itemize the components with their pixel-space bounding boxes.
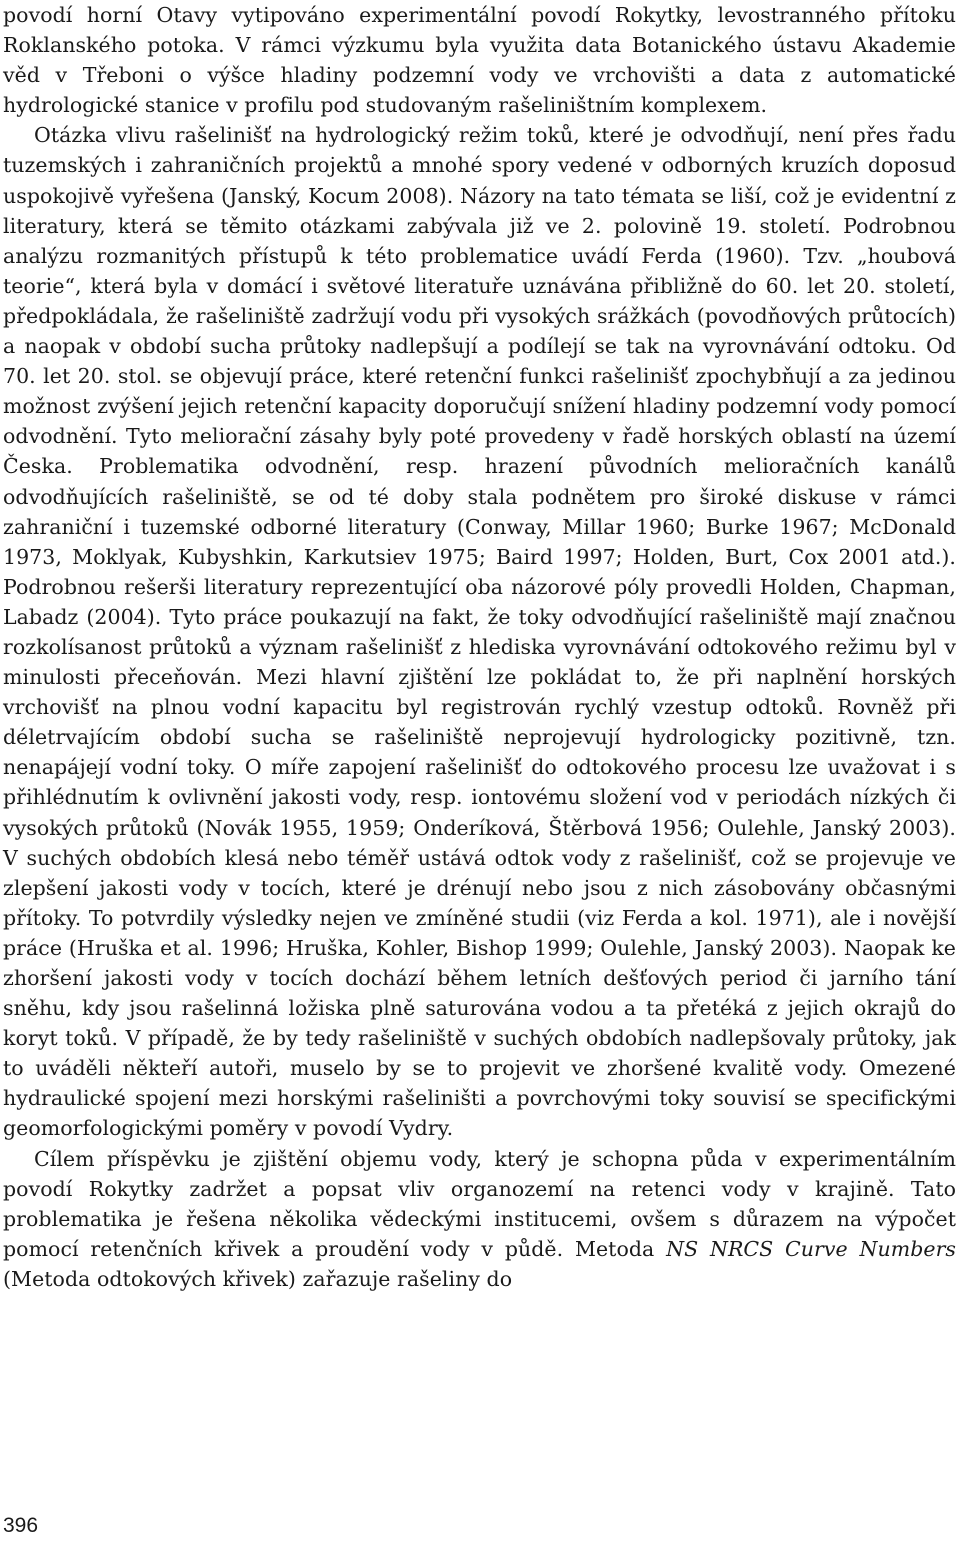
paragraph-3-part-1: Cílem příspěvku je zjištění objemu vody, který je schopna půda v experimentálním povodí Rokytky zadržet a popsat vliv organozemí na retenci vody v krajině. Tato problematika je řešena několika vědeckými institucemi, ovšem s důrazem na výpočet pomocí retenčních křivek a proudění vody v půdě. Metoda: [3, 1146, 956, 1261]
paragraph-2: Otázka vlivu rašelinišť na hydrologický režim toků, které je odvodňují, není přes řadu tuzemských i zahraničních projektů a mnohé spory vedené v odborných kruzích doposud uspokojivě vyřešena (Janský, Kocum 2008). Názory na tato témata se liší, což je evidentní z literatury, která se těmito otázkami zabývala již ve 2. polovině 19. století. Podrobnou analýzu rozmanitých přístupů k této problematice uvádí Ferda (1960). Tzv. „houbová teorie“, která byla v domácí i světové literatuře uznávána přibližně do 60. let 20. století, předpokládala, že rašeliniště zadržují vodu při vysokých srážkách (povodňových průtocích) a naopak v období sucha průtoky nadlepšují a podílejí se tak na vyrovnávání odtoku. Od 70. let 20. stol. se objevují práce, které retenční funkci rašelinišť zpochybňují a za jedinou možnost zvýšení jejich retenční kapacity doporučují snížení hladiny podzemní vody pomocí odvodnění. Tyto meliorační zásahy byly poté provedeny v řadě horských oblastí na území Česka. Problematika odvodnění, resp. hrazení původních melioračních kanálů odvodňujících rašeliniště, se od té doby stala podnětem pro široké diskuse v rámci zahraniční i tuzemské odborné literatury (Conway, Millar 1960; Burke 1967; McDonald 1973, Moklyak, Kubyshkin, Karkutsiev 1975; Baird 1997; Holden, Burt, Cox 2001 atd.). Podrobnou rešerši literatury reprezentující oba názorové póly provedli Holden, Chapman, Labadz (2004). Tyto práce poukazují na fakt, že toky odvodňující rašeliniště mají značnou rozkolísanost průtoků a význam rašelinišť z hlediska vyrovnávání odtokového režimu byl v minulosti přeceňován. Mezi hlavní zjištění lze pokládat to, že při naplnění horských vrchovišť na plnou vodní kapacitu byl registrován rychlý vzestup odtoků. Rovněž při déletrvajícím období sucha se rašeliniště neprojevují hydrologicky pozitivně, tzn. nenapájejí vodní toky. O míře zapojení rašelinišť do odtokového procesu lze uvažovat i s přihlédnutím k ovlivnění jakosti vody, resp. iontovému složení vod v periodách nízkých či vysokých průtoků (Novák 1955, 1959; Onderíková, Štěrbová 1956; Oulehle, Janský 2003). V suchých obdobích klesá nebo téměř ustává odtok vody z rašelinišť, což se projevuje ve zlepšení jakosti vody v tocích, které je drénují nebo jsou z nich zásobovány občasnými přítoky. To potvrdily výsledky nejen ve zmíněné studii (viz Ferda a kol. 1971), ale i novější práce (Hruška et al. 1996; Hruška, Kohler, Bishop 1999; Oulehle, Janský 2003). Naopak ke zhoršení jakosti vody v tocích dochází během letních dešťových period či jarního tání sněhu, kdy jsou rašelinná ložiska plně saturována vodou a ta přetéká z jejich okrajů do koryt toků. V případě, že by tedy rašeliniště v suchých obdobích nadlepšovaly průtoky, jak to uváděli někteří autoři, muselo by se to projevit ve zhoršené kvalitě vody. Omezené hydraulické spojení mezi horskými rašeliništi a povrchovými toky souvisí se specifickými geomorfologickými poměry v povodí Vydry.: [3, 123, 956, 1141]
page-number: 396: [3, 1514, 39, 1537]
paragraph-3: [3, 1144, 956, 1294]
paragraph-1: povodí horní Otavy vytipováno experimentální povodí Rokytky, levostranného přítoku Roklanského potoka. V rámci výzkumu byla využita data Botanického ústavu Akademie věd v Třeboni o výšce hladiny podzemní vody ve vrchovišti a data z automatické hydrologické stanice v profilu pod studovaným rašeliništním komplexem.: [3, 3, 956, 118]
body-text: [3, 0, 956, 1294]
method-name-italic: NS NRCS Curve Numbers: [666, 1236, 956, 1261]
paragraph-3-part-2: (Metoda odtokových křivek) zařazuje rašeliny do: [3, 1266, 513, 1291]
